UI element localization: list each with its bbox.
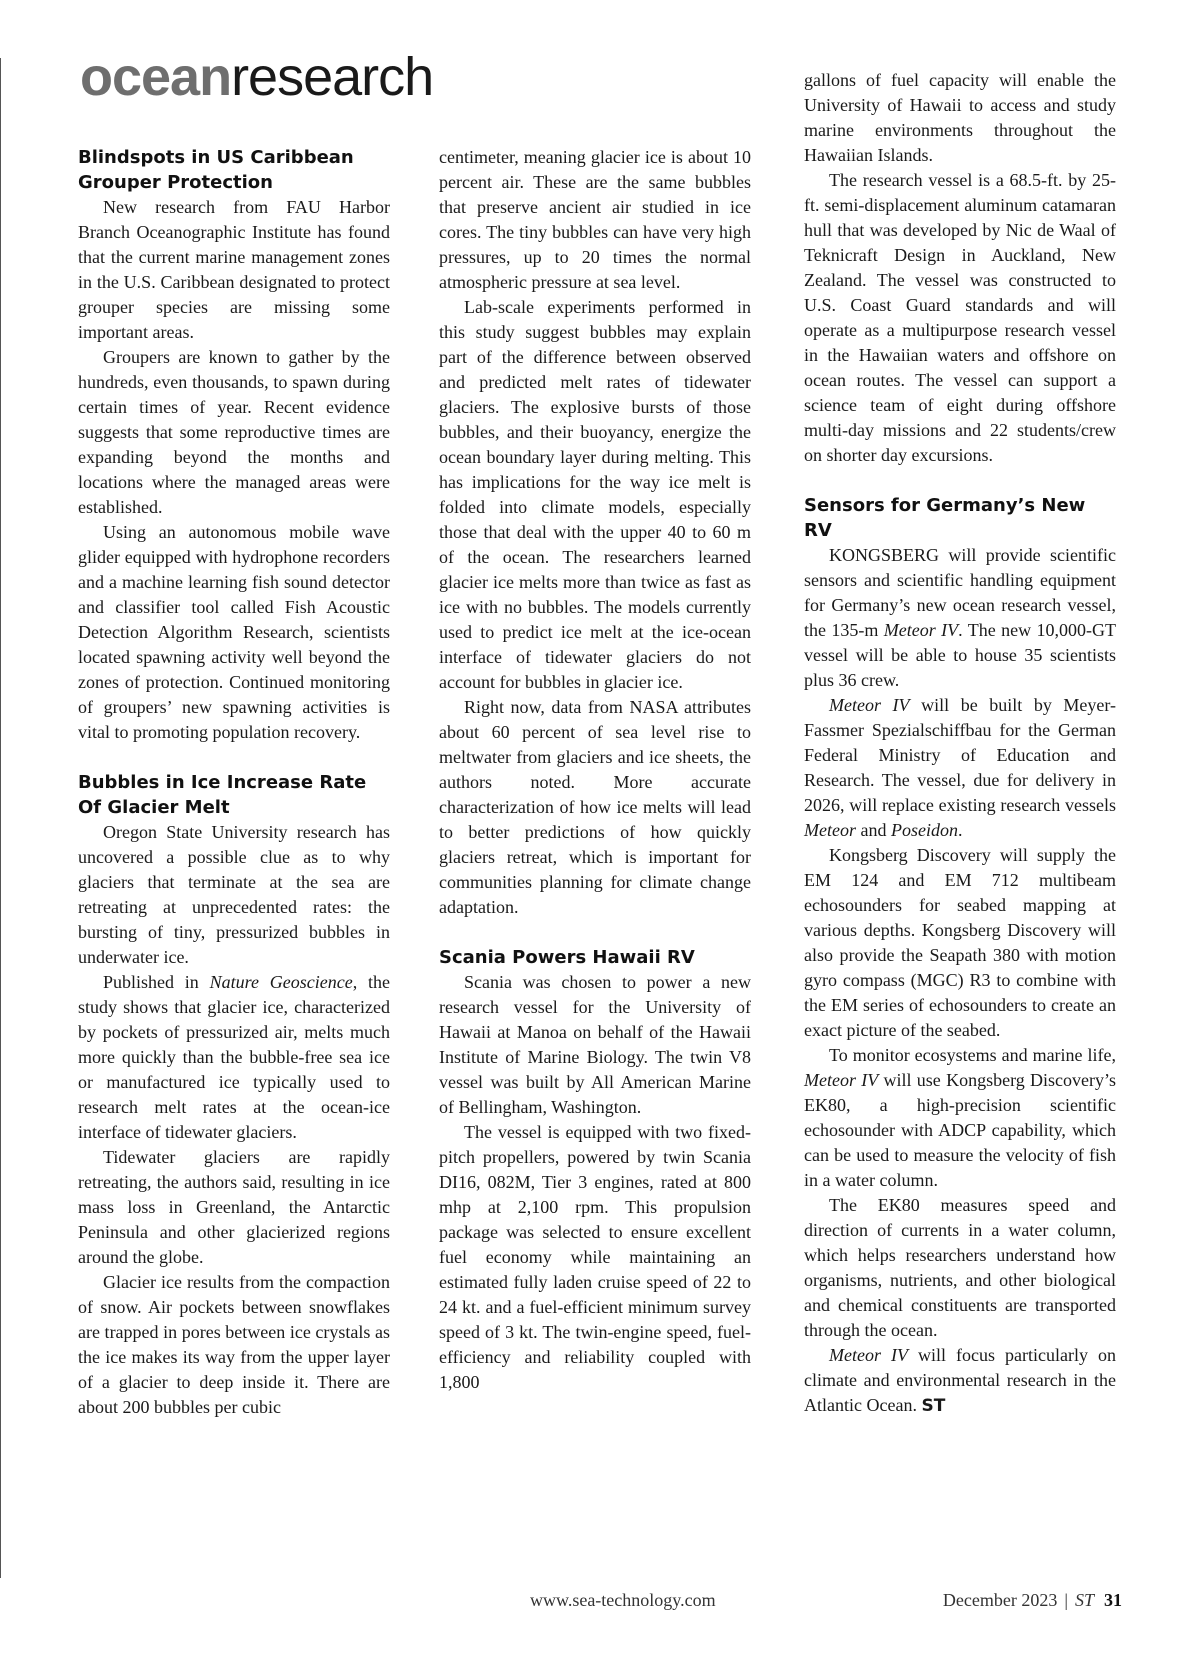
end-of-article-mark: ST (921, 1396, 946, 1416)
article-paragraph (804, 1343, 1116, 1419)
article-paragraph: Tidewater glaciers are rapidly retreating, the authors said, resulting in ice mass loss in Greenland, the Antarctic Peninsula and other glacierized regions around the globe. (78, 1147, 390, 1267)
footer-separator: | (1064, 1590, 1068, 1610)
text-run: . (957, 820, 963, 840)
article-paragraph: Groupers are known to gather by the hundreds, even thousands, to spawn during certain times of year. Recent evidence suggests that some reproductive times are expanding beyond the months and locations where the managed areas were established. (78, 347, 390, 517)
article-paragraph: The EK80 measures speed and direction of currents in a water column, which helps researchers understand how organisms, nutrients, and other biological and chemical constituents are transported through the ocean. (804, 1195, 1116, 1340)
footer-website[interactable]: www.sea-technology.com (530, 1590, 716, 1610)
page-number: 31 (1104, 1590, 1122, 1610)
italic-title: Meteor IV (829, 1345, 908, 1365)
article-paragraph: Right now, data from NASA attributes about 60 percent of sea level rise to meltwater from glaciers and ice sheets, the authors noted. More accurate characterization of how ice melts will lead to better predictions of how quickly glaciers retreat, which is important for communities planning for climate change adaptation. (439, 697, 751, 917)
article-paragraph: The vessel is equipped with two fixed-pitch propellers, powered by twin Scania DI16, 082M, Tier 3 engines, rated at 800 mhp at 2,100 rpm. This propulsion package was selected to ensure excellent fuel economy while maintaining an estimated fully laden cruise speed of 22 to 24 kt. and a fuel-efficient minimum survey speed of 3 kt. The twin-engine speed, fuel-efficiency and reliability coupled with 1,800 (439, 1122, 751, 1392)
italic-title: Meteor IV (829, 695, 910, 715)
article-paragraph: Using an autonomous mobile wave glider equipped with hydrophone recorders and a machine learning fish sound detector and classifier tool called Fish Acoustic Detection Algorithm Research, scientists located spawning activity well beyond the zones of protection. Continued monitoring of groupers’ new spawning activities is vital to promoting population recovery. (78, 522, 390, 742)
article-paragraph: Kongsberg Discovery will supply the EM 124 and EM 712 multibeam echosounders for seabed mapping at various depths. Kongsberg Discovery will also provide the Seapath 380 with motion gyro compass (MGC) R3 to combine with the EM series of echosounders to create an exact picture of the seabed. (804, 845, 1116, 1040)
article-heading: Blindspots in US Caribbean Grouper Protection (78, 147, 354, 193)
article-column-3 (804, 68, 1116, 1419)
article-paragraph: Oregon State University research has uncovered a possible clue as to why glaciers that terminate at the sea are retreating at unprecedented rates: the bursting of tiny, pressurized bubbles in underwater ice. (78, 822, 390, 967)
page-edge-rule (0, 58, 1, 1578)
italic-title: Meteor IV (804, 1070, 879, 1090)
section-spacer (78, 745, 390, 770)
text-run: . The new 10,000-GT vessel will be able to house 35 scientists plus 36 crew. (804, 620, 1117, 690)
article-paragraph: Scania was chosen to power a new research vessel for the University of Hawaii at Manoa on behalf of the Hawaii Institute of Marine Biology. The twin V8 vessel was built by All American Marine of Bellingham, Washington. (439, 972, 751, 1117)
italic-title: Poseidon (890, 820, 958, 840)
section-masthead (80, 42, 433, 112)
masthead-research: research (231, 47, 434, 107)
article-paragraph: New research from FAU Harbor Branch Oceanographic Institute has found that the current marine management zones in the U.S. Caribbean designated to protect grouper species are missing some important areas. (78, 197, 390, 342)
footer-issue-date: December 2023 (942, 1590, 1058, 1610)
text-run: and (855, 820, 891, 840)
italic-title: Nature Geoscience (209, 972, 353, 992)
article-heading: Sensors for Germany’s New RV (804, 495, 1086, 541)
article-paragraph: Glacier ice results from the compaction of snow. Air pockets between snowflakes are trapped in pores between ice crystals as the ice makes its way from the upper layer of a glacier to deep inside it. There are about 200 bubbles per cubic (78, 1272, 390, 1417)
text-run: will be built by Meyer-Fassmer Spezialschiffbau for the German Federal Ministry of Education and Research. The vessel, due for delivery in 2026, will replace existing research vessels (804, 695, 1117, 815)
article-paragraph (804, 543, 1116, 693)
text-run: will use Kongsberg Discovery’s EK80, a high-precision scientific echosounder with ADCP capability, which can be used to measure the velocity of fish in a water column. (804, 1070, 1116, 1190)
text-run: Published in (103, 972, 210, 992)
article-paragraph: The research vessel is a 68.5-ft. by 25-ft. semi-displacement aluminum catamaran hull that was developed by Nic de Waal of Teknicraft Design in Auckland, New Zealand. The vessel was constructed to U.S. Coast Guard standards and will operate as a multipurpose research vessel in the Hawaiian waters and offshore on ocean routes. The vessel can support a science team of eight during offshore multi-day missions and 22 students/crew on shorter day excursions. (804, 170, 1116, 465)
text-run: will focus particularly on climate and environmental research in the Atlantic Ocean. (804, 1345, 1116, 1415)
italic-title: Meteor IV (883, 620, 959, 640)
article-paragraph (804, 1043, 1116, 1193)
text-run: To monitor ecosystems and marine life, (829, 1045, 1116, 1065)
article-paragraph (78, 970, 390, 1145)
article-heading: Bubbles in Ice Increase Rate Of Glacier Melt (78, 772, 367, 818)
footer-issue-info (943, 1590, 1122, 1611)
text-run: , the study shows that glacier ice, characterized by pockets of pressurized air, melts much more quickly than the bubble-free sea ice or manufactured ice typically used to research melt rates at the ocean-ice interface of tidewater glaciers. (78, 972, 390, 1142)
article-paragraph-continued: centimeter, meaning glacier ice is about 10 percent air. These are the same bubbles that preserve ancient air studied in ice cores. The tiny bubbles can have very high pressures, up to 20 times the normal atmospheric pressure at sea level. (439, 147, 751, 292)
article-column-2 (439, 145, 751, 1395)
masthead-ocean: ocean (80, 47, 232, 107)
article-paragraph: Lab-scale experiments performed in this study suggest bubbles may explain part of the difference between observed and predicted melt rates of tidewater glaciers. The explosive bursts of those bubbles, and their buoyancy, energize the ocean boundary layer during melting. This has implications for the way ice melt is folded into climate models, especially those that deal with the upper 40 to 60 m of the ocean. The researchers learned glacier ice melts more than twice as fast as ice with no bubbles. The models currently used to predict ice melt at the ice-ocean interface of tidewater glaciers do not account for bubbles in glacier ice. (439, 297, 751, 692)
article-paragraph (804, 693, 1116, 843)
section-spacer (439, 920, 751, 945)
italic-title: Meteor (804, 820, 856, 840)
footer-publication: ST (1074, 1590, 1094, 1610)
section-spacer (804, 468, 1116, 493)
text-run: KONGSBERG will provide scientific sensors and scientific handling equipment for Germany’s new ocean research vessel, the 135-m (804, 545, 1116, 640)
article-heading: Scania Powers Hawaii RV (439, 947, 695, 968)
article-paragraph-continued: gallons of fuel capacity will enable the University of Hawaii to access and study marine environments throughout the Hawaiian Islands. (804, 70, 1116, 165)
article-column-1 (78, 145, 390, 1420)
